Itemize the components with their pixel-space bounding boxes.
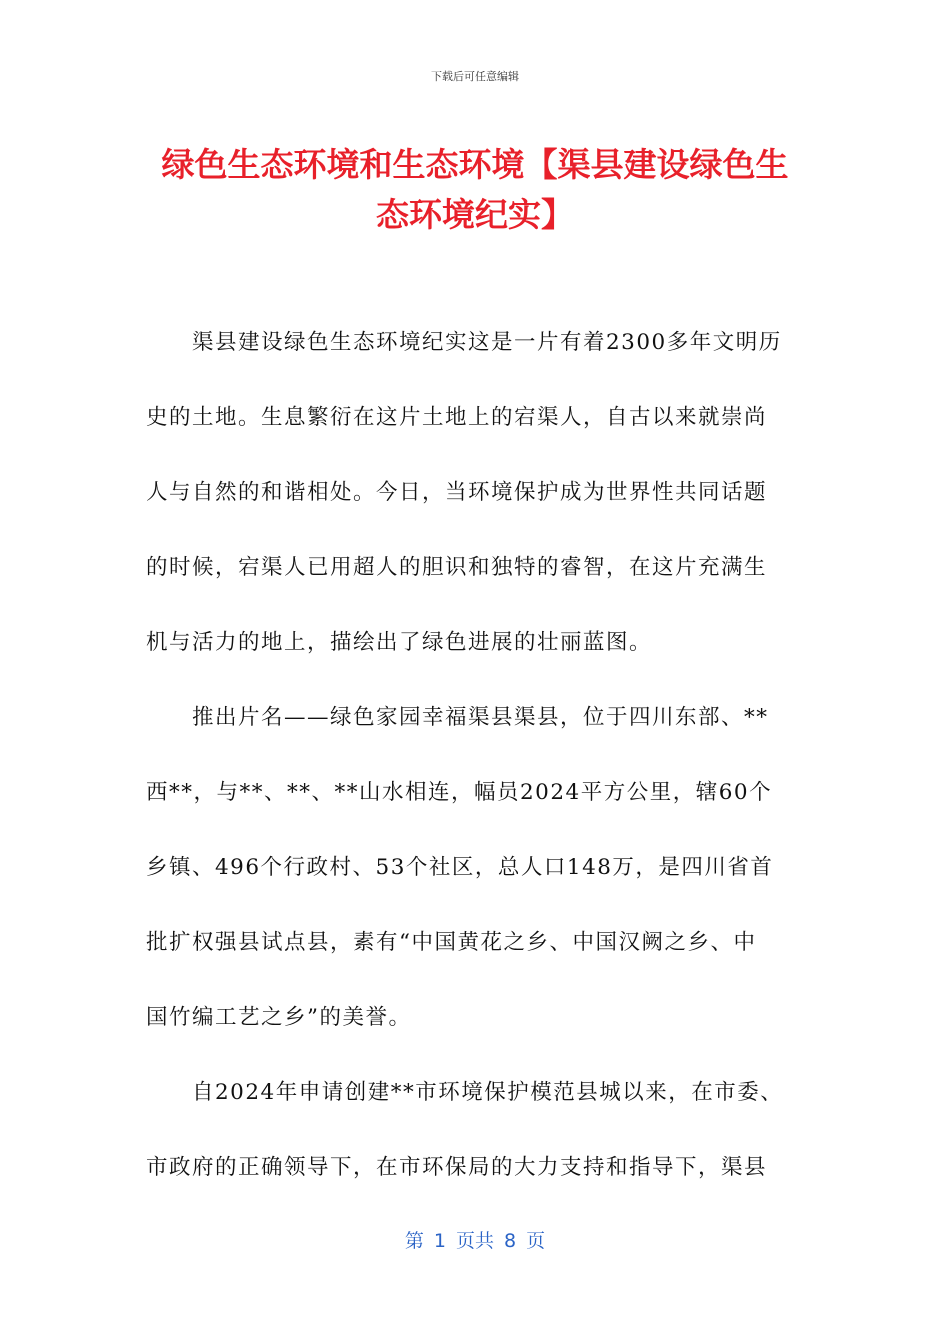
document-title bbox=[140, 140, 810, 240]
body-line: 西**，与**、**、**山水相连，幅员2024平方公里，辖60个 bbox=[146, 780, 773, 805]
body-line: 的时候，宕渠人已用超人的胆识和独特的睿智，在这片充满生 bbox=[146, 555, 768, 580]
title-line: 绿色生态环境和生态环境【渠县建设绿色生 bbox=[161, 145, 789, 184]
body-line: 乡镇、496个行政村、53个社区，总人口148万，是四川省首 bbox=[146, 855, 774, 880]
page-number-footer: 第 1 页共 8 页 bbox=[404, 1230, 546, 1252]
body-line: 渠县建设绿色生态环境纪实这是一片有着2300多年文明历 bbox=[146, 330, 782, 355]
title-line: 态环境纪实】 bbox=[376, 195, 574, 234]
body-line: 自2024年申请创建**市环境保护模范县城以来，在市委、 bbox=[146, 1080, 784, 1105]
body-line: 批扩权强县试点县，素有“中国黄花之乡、中国汉阙之乡、中 bbox=[146, 930, 757, 955]
body-line: 推出片名——绿色家园幸福渠县渠县，位于四川东部、** bbox=[146, 705, 769, 730]
body-line: 市政府的正确领导下，在市环保局的大力支持和指导下，渠县 bbox=[146, 1155, 768, 1180]
header-note: 下载后可任意编辑 bbox=[431, 70, 519, 83]
body-line: 人与自然的和谐相处。今日，当环境保护成为世界性共同话题 bbox=[146, 480, 768, 505]
body-line: 国竹编工艺之乡”的美誉。 bbox=[146, 1005, 412, 1030]
body-line: 机与活力的地上，描绘出了绿色进展的壮丽蓝图。 bbox=[146, 630, 653, 655]
body-line: 史的土地。生息繁衍在这片土地上的宕渠人，自古以来就崇尚 bbox=[146, 405, 768, 430]
